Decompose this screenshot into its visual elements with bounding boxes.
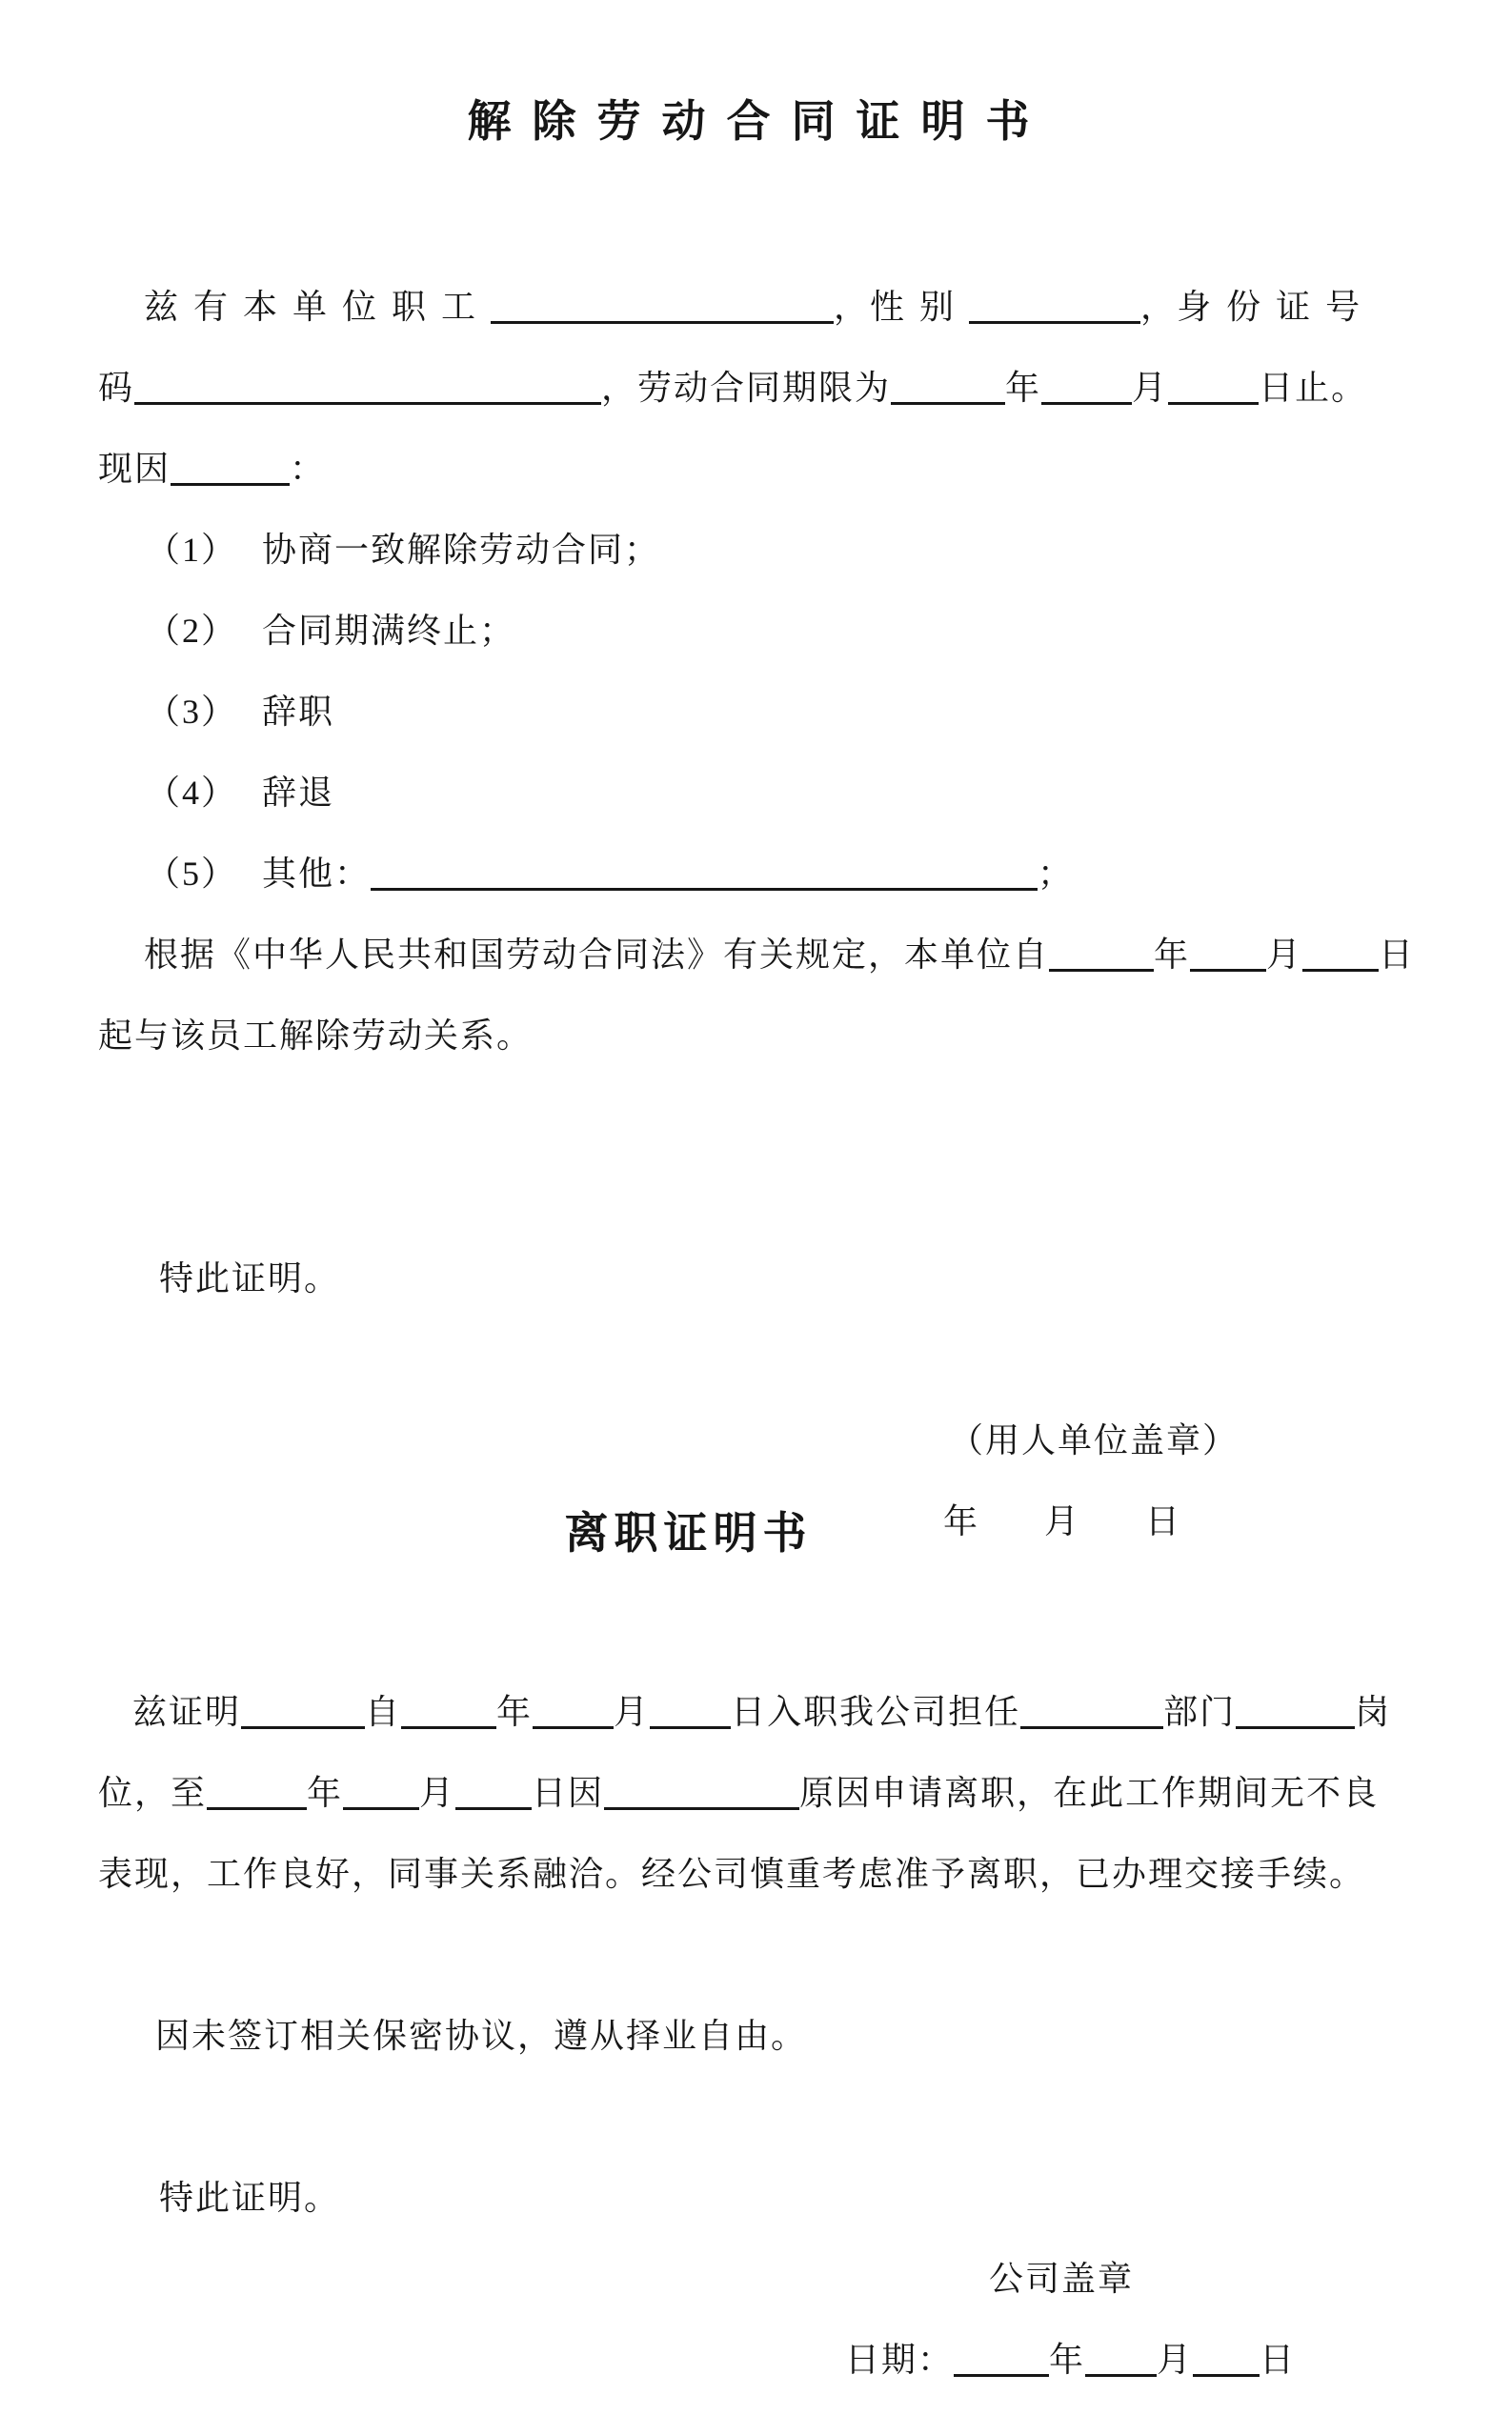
text-run: 日: [1379, 936, 1416, 974]
text-line: [98, 672, 1420, 753]
resignation-body-paragraph: [98, 1672, 1420, 1915]
text-run: 日入职我公司担任: [731, 1693, 1021, 1731]
text-run: （1）: [146, 531, 238, 569]
text-line: [98, 2158, 1420, 2239]
text-run: 月: [614, 1693, 651, 1731]
text-run: 岗: [1355, 1693, 1392, 1731]
blank-field: [491, 317, 834, 324]
text-run: 起与该员工解除劳动关系。: [98, 1016, 534, 1055]
blank-field: [1190, 965, 1266, 972]
text-line: [98, 267, 1420, 348]
resignation-certificate-title: 离职证明书: [564, 1509, 813, 1558]
text-run: 年: [1005, 369, 1042, 407]
text-line: [98, 591, 1420, 672]
text-run: 部门: [1163, 1693, 1237, 1731]
text-run: 日止。: [1259, 369, 1368, 407]
text-line: [98, 996, 1420, 1077]
blank-field: [1193, 2370, 1260, 2377]
text-run: 日因: [532, 1774, 605, 1812]
blank-field: [604, 1803, 799, 1810]
text-run: 公司盖章: [988, 2260, 1134, 2298]
text-line: [98, 753, 1420, 834]
text-line: [98, 510, 1420, 591]
text-line: [98, 429, 1420, 510]
text-run: ，: [834, 288, 871, 326]
text-run: 兹证明: [132, 1693, 242, 1731]
blank-field: [954, 2370, 1049, 2377]
resignation-date-line: [98, 2320, 1420, 2401]
text-run: 协商一致解除劳动合同；: [262, 531, 661, 569]
text-run: （3）: [146, 693, 238, 731]
text-line: [98, 1834, 1420, 1915]
blank-field: [1168, 398, 1259, 405]
text-run: 表现，工作良好，同事关系融洽。经公司慎重考虑准予离职，已办理交接手续。: [98, 1855, 1366, 1893]
confidentiality-statement: [98, 1996, 1420, 2077]
blank-field: [1085, 2370, 1157, 2377]
text-run: 年: [942, 1502, 979, 1540]
blank-field: [1041, 398, 1132, 405]
blank-field: [401, 1722, 496, 1729]
text-run: 辞职: [262, 693, 335, 731]
blank-field: [533, 1722, 614, 1729]
blank-field: [171, 479, 290, 486]
termination-closing-statement: [98, 1238, 1420, 1319]
text-line: [98, 1238, 1420, 1319]
blank-field: [455, 1803, 532, 1810]
blank-field: [1020, 1722, 1163, 1729]
text-run: 因未签订相关保密协议，遵从择业自由。: [155, 2017, 808, 2055]
termination-legal-paragraph: [98, 915, 1420, 1077]
text-run: 其他：: [262, 855, 372, 893]
text-run: 身份证号: [1177, 288, 1376, 326]
text-run: 位，至: [98, 1774, 208, 1812]
text-run: （4）: [146, 774, 238, 812]
employer-seal-note: [98, 1400, 1420, 1481]
blank-field: [343, 1803, 419, 1810]
text-run: 年: [1154, 936, 1191, 974]
text-run: 日: [1259, 2341, 1296, 2379]
text-run: （5）: [146, 855, 238, 893]
blank-field: [1236, 1722, 1355, 1729]
text-line: [98, 1996, 1420, 2077]
text-run: 原因申请离职，在此工作期间无不良: [799, 1774, 1380, 1812]
text-run: 月: [419, 1774, 456, 1812]
text-run: 月: [1132, 369, 1169, 407]
text-run: 年: [307, 1774, 344, 1812]
text-line: [98, 834, 1420, 915]
text-run: （用人单位盖章）: [948, 1421, 1239, 1459]
text-run: 月: [1043, 1502, 1080, 1540]
text-line: [98, 2239, 1420, 2320]
text-run: ，: [1140, 288, 1178, 326]
blank-field: [1049, 965, 1154, 972]
text-line: [98, 1400, 1420, 1481]
text-line: [98, 1753, 1420, 1834]
text-run: 特此证明。: [159, 2179, 341, 2217]
text-run: 月: [1156, 2341, 1193, 2379]
text-line: [98, 915, 1420, 996]
blank-field: [371, 884, 1038, 891]
text-run: ，劳动合同期限为: [601, 369, 892, 407]
text-run: 月: [1266, 936, 1303, 974]
blank-field: [134, 398, 601, 405]
text-run: ：: [290, 450, 327, 488]
resignation-closing-statement: [98, 2158, 1420, 2239]
resignation-certificate: [98, 1491, 1420, 2401]
text-run: 现因: [98, 450, 171, 488]
text-run: 性别: [870, 288, 970, 326]
text-run: 日: [1144, 1502, 1181, 1540]
blank-field: [1302, 965, 1379, 972]
text-line: [98, 2320, 1420, 2401]
blank-field: [241, 1722, 365, 1729]
text-run: 兹有本单位职工: [144, 288, 492, 326]
termination-certificate-title: 解除劳动合同证明书: [467, 97, 1051, 146]
termination-intro-paragraph: [98, 267, 1420, 510]
text-run: 年: [496, 1693, 534, 1731]
text-run: ；: [1038, 855, 1075, 893]
blank-field: [891, 398, 1005, 405]
termination-certificate: [98, 76, 1420, 1562]
text-run: （2）: [146, 612, 238, 650]
text-run: 自: [365, 1693, 402, 1731]
text-run: 辞退: [262, 774, 335, 812]
blank-field: [207, 1803, 307, 1810]
blank-field: [969, 317, 1140, 324]
text-line: [98, 1672, 1420, 1753]
text-run: 年: [1048, 2341, 1085, 2379]
text-run: 根据《中华人民共和国劳动合同法》有关规定，本单位自: [144, 936, 1050, 974]
text-run: 码: [98, 369, 135, 407]
text-run: 特此证明。: [159, 1259, 341, 1298]
blank-field: [650, 1722, 731, 1729]
text-line: [98, 348, 1420, 429]
company-seal-note: [98, 2239, 1420, 2320]
text-run: 日期：: [844, 2341, 954, 2379]
termination-reason-list: [98, 510, 1420, 915]
text-run: 合同期满终止；: [262, 612, 516, 650]
